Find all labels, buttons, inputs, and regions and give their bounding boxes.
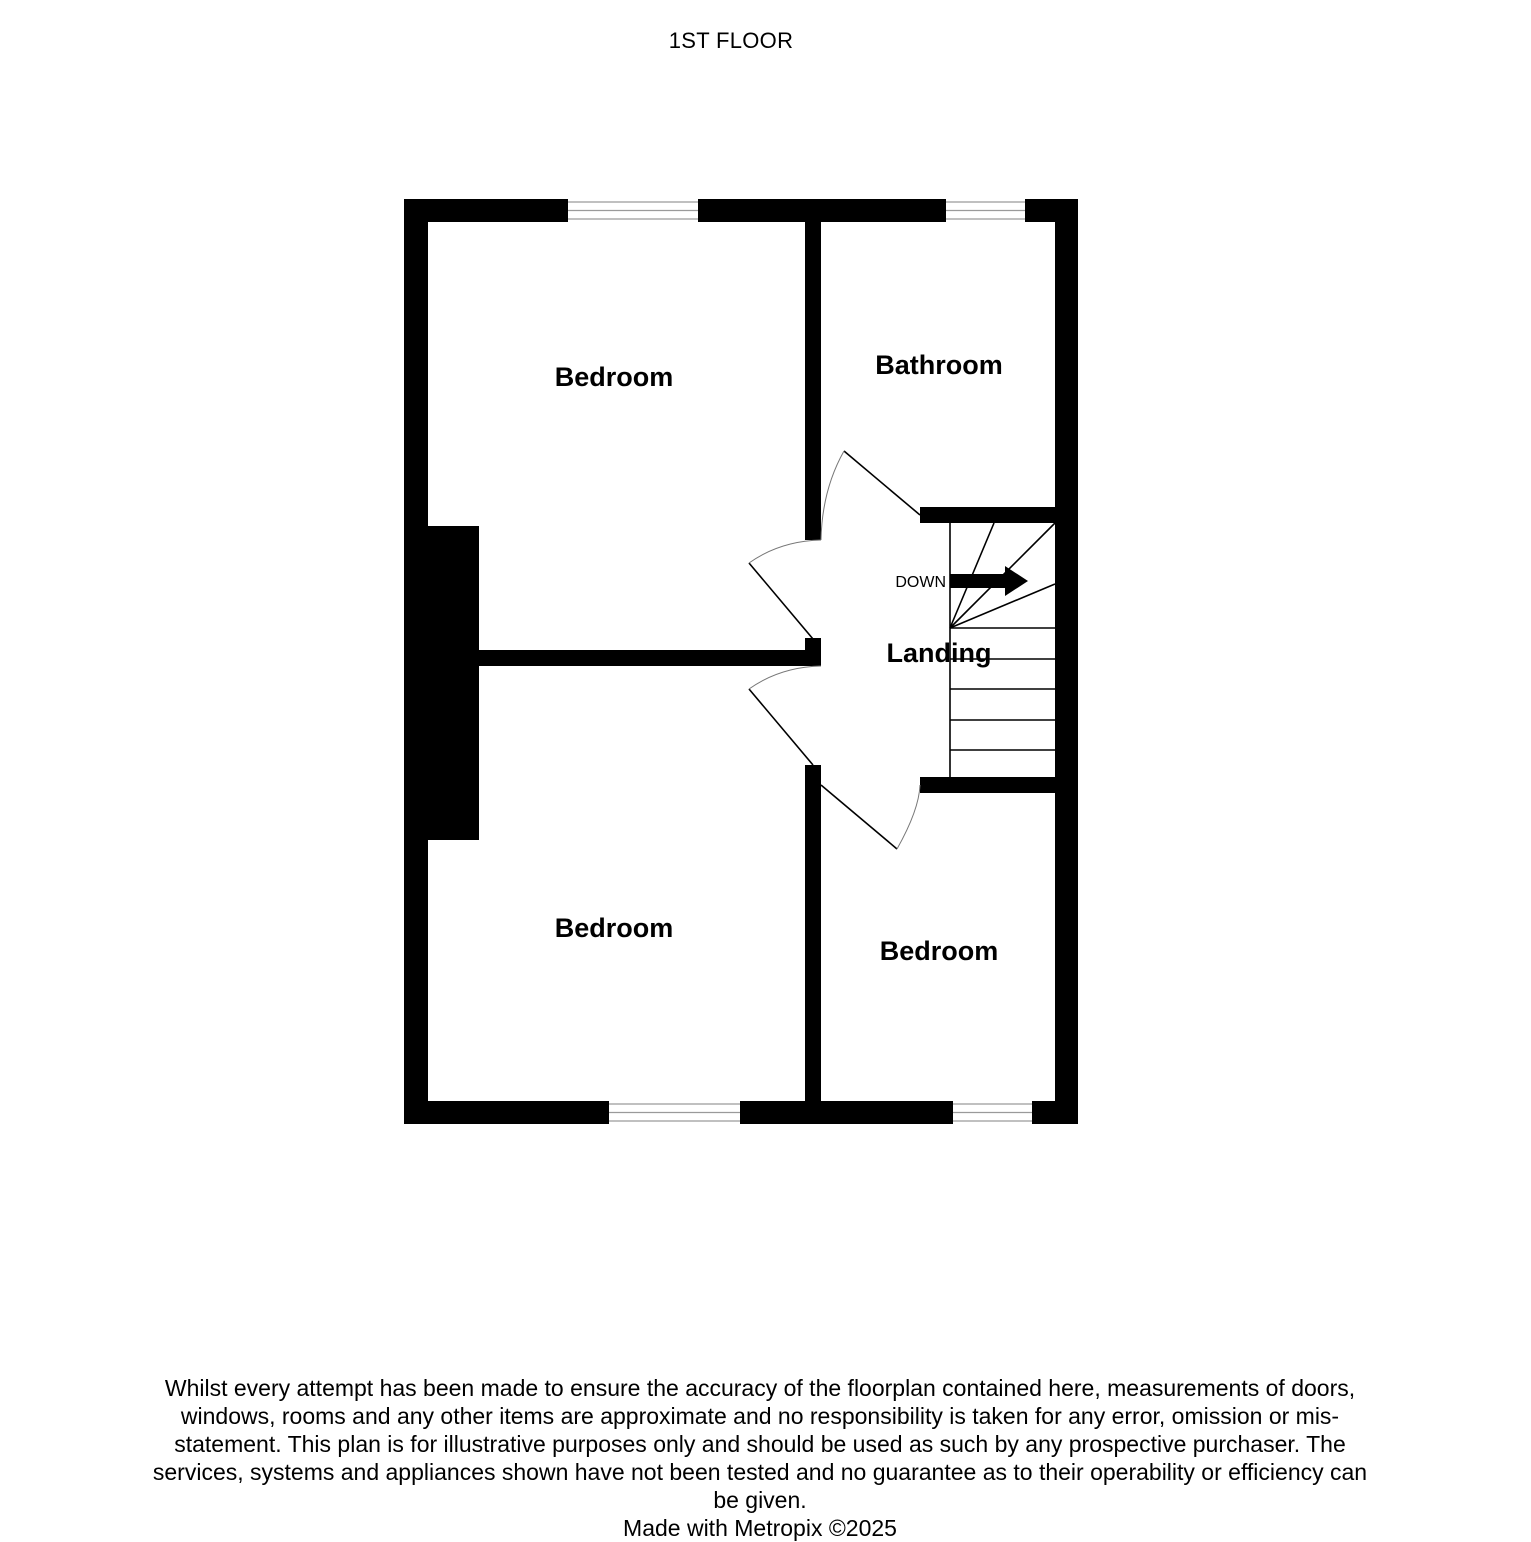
room-label-bedroom-2: Bedroom bbox=[554, 913, 674, 943]
stair-direction-label: DOWN bbox=[895, 574, 946, 591]
room-label-landing: Landing bbox=[886, 638, 992, 668]
floor-title: 1ST FLOOR bbox=[668, 28, 794, 53]
door-bedroom-small bbox=[821, 785, 920, 849]
room-label-bedroom-3: Bedroom bbox=[879, 936, 999, 966]
room-label-bathroom: Bathroom bbox=[875, 350, 1003, 380]
door-bedroom-bottom bbox=[749, 666, 821, 765]
window-bedroom-top bbox=[568, 199, 698, 222]
door-bedroom-top bbox=[749, 540, 821, 639]
wall-right bbox=[1055, 199, 1078, 1124]
wall-bedrooms-divider bbox=[428, 650, 821, 666]
window-bathroom bbox=[946, 199, 1025, 222]
disclaimer-text: Whilst every attempt has been made to ensure the accuracy of the floorplan contained here, measurements of doors, windows, rooms and any other items are approximate and no responsibility is taken for any error, omission or mis-statement. This plan is for illustrative purposes only and should be used as such by any prospective purchaser. The services, systems and appliances shown have not been tested and no guarantee as to their operability or efficiency can be given. bbox=[152, 1375, 1368, 1513]
window-bedroom-small bbox=[953, 1101, 1032, 1124]
disclaimer bbox=[140, 1374, 1380, 1542]
credit-text: Made with Metropix ©2025 bbox=[623, 1515, 897, 1541]
window-bedroom-bottom bbox=[609, 1101, 740, 1124]
wall-center-upper bbox=[805, 199, 821, 540]
room-label-bedroom-1: Bedroom bbox=[554, 362, 674, 392]
wall-stair-top bbox=[920, 507, 1078, 523]
door-bathroom bbox=[821, 451, 920, 540]
wall-stair-bottom bbox=[920, 777, 1078, 793]
chimney-breast bbox=[404, 526, 479, 840]
stair-down-arrow-icon bbox=[950, 566, 1028, 596]
wall-center-lower bbox=[805, 765, 821, 1124]
